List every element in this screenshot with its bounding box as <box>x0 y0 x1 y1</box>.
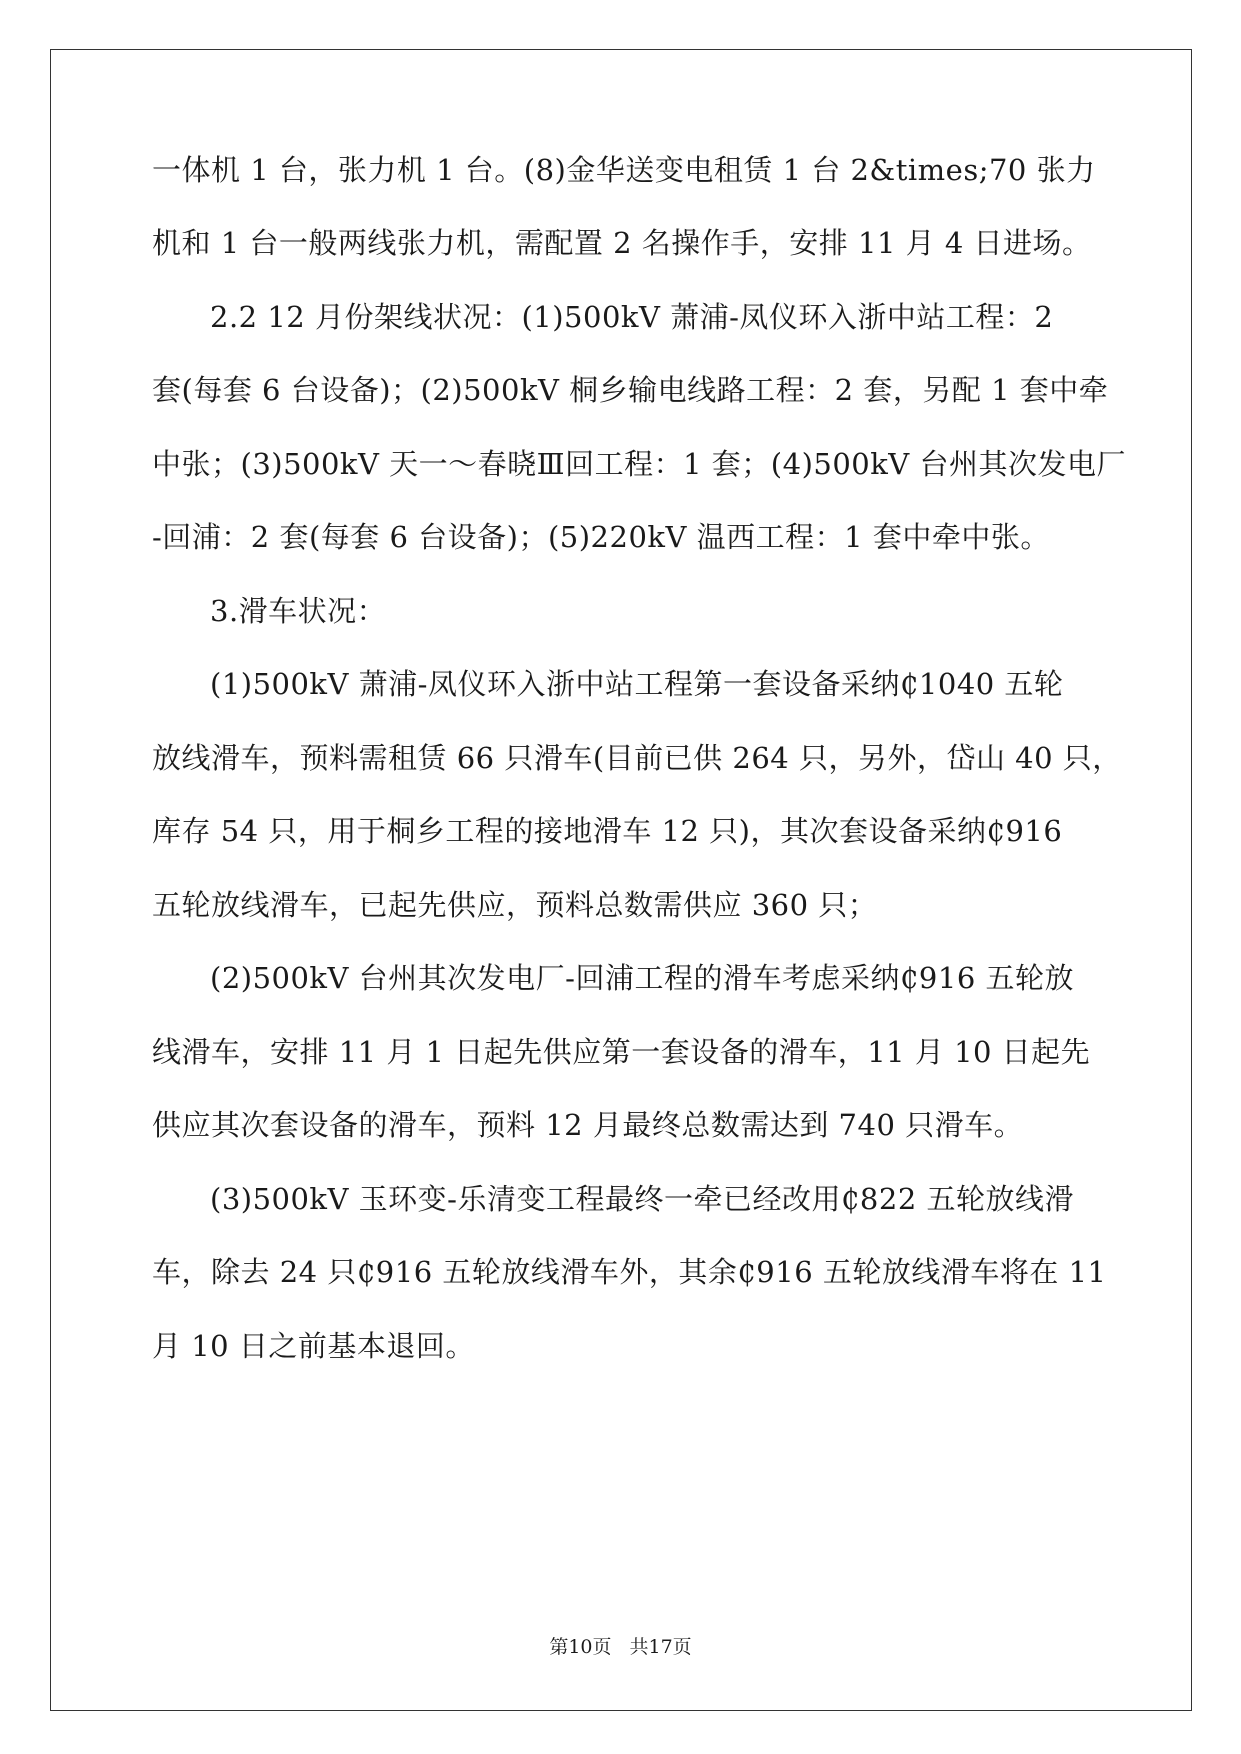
text-line-8: (1)500kV 萧浦-凤仪环入浙中站工程第一套设备采纳₵1040 五轮 <box>210 667 1064 701</box>
page-number-total: 共17页 <box>629 1636 692 1658</box>
text-line-10: 库存 54 只，用于桐乡工程的接地滑车 12 只)，其次套设备采纳₵916 <box>152 814 1063 848</box>
text-line-16: 车，除去 24 只₵916 五轮放线滑车外，其余₵916 五轮放线滑车将在 11 <box>152 1255 1107 1289</box>
page-footer <box>0 1632 1241 1659</box>
text-line-4: 套(每套 6 台设备)；(2)500kV 桐乡输电线路工程：2 套，另配 1 套中牵 <box>152 373 1109 407</box>
text-line-3: 2.2 12 月份架线状况：(1)500kV 萧浦-凤仪环入浙中站工程：2 <box>210 300 1054 334</box>
section-heading: 3.滑车状况： <box>210 594 387 628</box>
text-line-2: 机和 1 台一般两线张力机，需配置 2 名操作手，安排 11 月 4 日进场。 <box>152 226 1092 260</box>
text-line-1: 一体机 1 台，张力机 1 台。(8)金华送变电租赁 1 台 2&times;70 张力 <box>152 153 1096 187</box>
text-line-11: 五轮放线滑车，已起先供应，预料总数需供应 360 只； <box>152 888 878 922</box>
text-line-5: 中张；(3)500kV 天一～春晓Ⅲ回工程：1 套；(4)500kV 台州其次发电厂 <box>152 447 1126 481</box>
text-line-12: (2)500kV 台州其次发电厂-回浦工程的滑车考虑采纳₵916 五轮放 <box>210 961 1074 995</box>
text-line-9: 放线滑车，预料需租赁 66 只滑车(目前已供 264 只，另外，岱山 40 只， <box>152 741 1122 775</box>
text-line-14: 供应其次套设备的滑车，预料 12 月最终总数需达到 740 只滑车。 <box>152 1108 1024 1142</box>
text-line-15: (3)500kV 玉环变-乐清变工程最终一牵已经改用₵822 五轮放线滑 <box>210 1182 1074 1216</box>
text-line-6: -回浦：2 套(每套 6 台设备)；(5)220kV 温西工程：1 套中牵中张。 <box>152 520 1050 554</box>
page-number-current: 第10页 <box>549 1636 612 1658</box>
text-line-13: 线滑车，安排 11 月 1 日起先供应第一套设备的滑车，11 月 10 日起先 <box>152 1035 1091 1069</box>
text-line-17: 月 10 日之前基本退回。 <box>152 1329 475 1363</box>
